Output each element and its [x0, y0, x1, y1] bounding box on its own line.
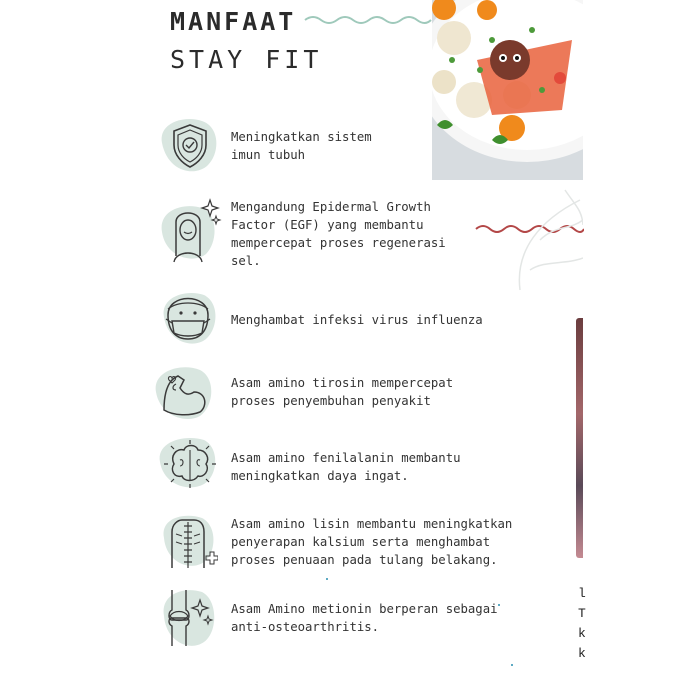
benefit-text: Asam amino tirosin mempercepat proses penyembuhan penyakit	[231, 376, 454, 408]
face-mask-icon	[154, 287, 224, 357]
shield-check-icon	[154, 113, 224, 183]
page-title-line1: MANFAAT	[170, 7, 297, 36]
benefit-text: Asam Amino metionin berperan sebagai anti-osteoarthritis.	[231, 602, 498, 634]
cropped-letter: k	[578, 646, 586, 661]
cropped-letter: T	[578, 606, 586, 621]
brain-icon	[154, 434, 224, 504]
knee-joint-icon	[156, 586, 226, 656]
decorative-dot	[326, 578, 328, 580]
benefit-text: Mengandung Epidermal Growth Factor (EGF) yang membantu mempercepat proses regenerasi sel.	[231, 200, 446, 268]
benefit-text: Asam amino lisin membantu meningkatkan penyerapan kalsium serta menghambat proses penuaan pada tulang belakang.	[231, 517, 513, 567]
cropped-letter: l	[578, 586, 586, 601]
decorative-squiggle-top	[303, 12, 433, 28]
benefit-text: Asam amino fenilalanin membantu meningkatkan daya ingat.	[231, 451, 461, 483]
decorative-dot	[511, 664, 513, 666]
benefit-text: Menghambat infeksi virus influenza	[231, 313, 483, 327]
cropped-letter: k	[578, 626, 586, 641]
decorative-dot	[498, 604, 500, 606]
woman-sparkle-icon	[154, 196, 224, 266]
spine-icon	[156, 512, 226, 582]
page-title-line2: STAY FIT	[170, 45, 323, 74]
muscle-arm-icon	[150, 362, 220, 432]
benefit-text: Meningkatkan sistem imun tubuh	[231, 130, 372, 162]
